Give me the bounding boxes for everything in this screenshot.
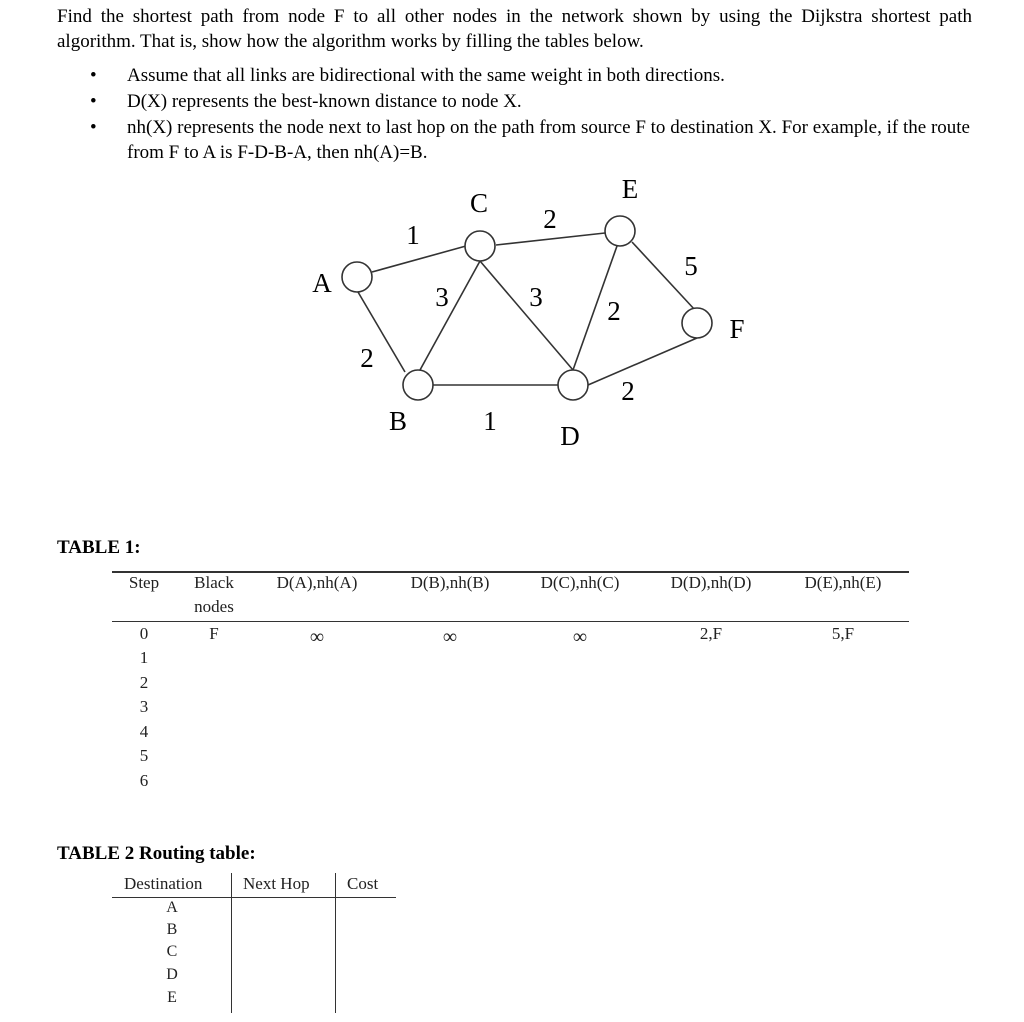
edge-weight: 2 [543,204,557,234]
node-label: D [560,421,580,451]
bullet-icon: • [90,117,97,138]
destination-cell: C [166,943,178,960]
cell-db: ∞ [442,626,458,648]
cell-de: 5,F [831,624,855,643]
header-da: D(A),nh(A) [276,573,358,592]
header-dd: D(D),nh(D) [670,573,752,592]
table1-header-rule [112,621,909,622]
node-a [342,262,372,292]
destination-cell: E [167,989,177,1006]
cell-step: 1 [139,648,149,667]
bullet-text: nh(X) represents the node next to last hop on the path from source F to destination X. For example, if the route from F to A is F-D-B-A, then nh(A)=B. [127,117,970,163]
edge-weight: 2 [621,376,635,406]
node-d [558,370,588,400]
node-label: E [621,174,639,204]
edge-weight: 2 [607,296,621,326]
cell-dd: 2,F [699,624,723,643]
bullet-icon: • [90,65,97,86]
edge-weight: 1 [406,220,420,250]
bullet-icon: • [90,91,97,112]
node-f [682,308,712,338]
table1-title: TABLE 1: [57,537,141,558]
destination-cell: B [166,921,178,938]
cell-step: 2 [139,673,149,692]
edge-b-c [420,261,480,370]
node-label: C [469,188,489,218]
header-dc: D(C),nh(C) [540,573,620,592]
destination-cell: A [166,899,178,916]
node-c [465,231,495,261]
header-black: Black [194,573,234,592]
table2-column-divider [335,873,336,1013]
edge-c-d [480,261,573,370]
table2-column-divider [231,873,232,1013]
cell-step: 4 [139,722,149,741]
cell-dc: ∞ [572,626,588,648]
destination-cell: D [166,966,178,983]
cell-da: ∞ [309,626,325,648]
bullet-text: Assume that all links are bidirectional with the same weight in both directions. [127,65,725,86]
cell-step: 6 [139,771,149,790]
cell-step: 0 [139,624,149,643]
header-destination: Destination [124,874,203,893]
edge-weight: 3 [435,282,449,312]
table2-title: TABLE 2 Routing table: [57,843,256,864]
node-label: F [729,314,745,344]
edge-weight: 1 [483,406,497,436]
node-label: B [388,406,408,436]
table2-header-rule [112,897,396,898]
edge-weight: 5 [684,251,698,281]
header-cost: Cost [347,874,379,893]
header-nodes: nodes [194,597,234,616]
question-text: Find the shortest path from node F to all other nodes in the network shown by using the Dijkstra shortest path algorithm. That is, show how the algorithm works by filling the tables below. [57,6,972,52]
bullet-text: D(X) represents the best-known distance to node X. [127,91,522,112]
edge-c-e [496,233,605,245]
node-label: A [312,268,332,298]
cell-step: 3 [139,697,149,716]
edge-weight: 3 [529,282,543,312]
header-de: D(E),nh(E) [804,573,882,592]
edge-weight: 2 [360,343,374,373]
header-next-hop: Next Hop [243,874,310,893]
cell-step: 5 [139,746,149,765]
node-e [605,216,635,246]
node-b [403,370,433,400]
header-step: Step [128,573,160,592]
cell-black-nodes: F [209,624,219,643]
edge-d-f [588,338,697,385]
header-db: D(B),nh(B) [410,573,490,592]
